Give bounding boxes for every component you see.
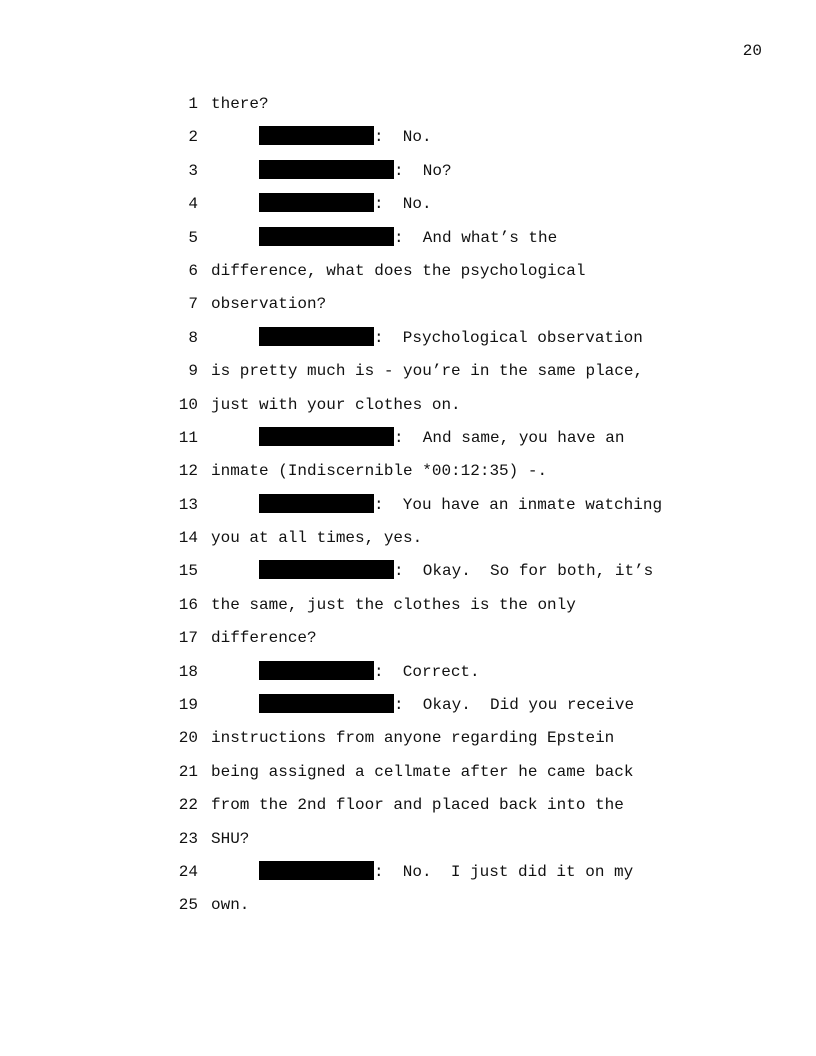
line-text-content: own. bbox=[211, 896, 250, 915]
line-number: 7 bbox=[188, 295, 198, 314]
transcript-line bbox=[0, 694, 816, 727]
line-text-content: : You have an inmate watching bbox=[374, 495, 663, 514]
transcript-line bbox=[0, 627, 816, 660]
line-text-content: : And same, you have an bbox=[394, 428, 625, 447]
redacted-speaker-name bbox=[259, 494, 374, 513]
speaker-turn bbox=[259, 227, 557, 249]
transcript-line bbox=[0, 828, 816, 861]
transcript-body bbox=[0, 93, 816, 928]
line-number: 9 bbox=[188, 362, 198, 381]
transcript-line bbox=[0, 894, 816, 927]
speaker-turn bbox=[259, 661, 480, 683]
redacted-speaker-name bbox=[259, 327, 374, 346]
speaker-turn bbox=[259, 126, 432, 148]
line-number: 17 bbox=[178, 629, 198, 648]
transcript-line bbox=[0, 761, 816, 794]
transcript-line bbox=[0, 661, 816, 694]
speaker-turn bbox=[259, 193, 432, 215]
line-text bbox=[211, 594, 576, 616]
line-number: 3 bbox=[188, 161, 198, 180]
line-text-content: the same, just the clothes is the only bbox=[211, 595, 576, 614]
line-number: 18 bbox=[178, 662, 198, 681]
transcript-line bbox=[0, 394, 816, 427]
line-number: 1 bbox=[188, 95, 198, 113]
speaker-turn bbox=[259, 861, 633, 883]
line-number: 13 bbox=[178, 495, 198, 514]
transcript-line bbox=[0, 193, 816, 226]
line-text-content: : Correct. bbox=[374, 662, 480, 681]
transcript-line bbox=[0, 293, 816, 326]
transcript-line bbox=[0, 460, 816, 493]
line-text bbox=[211, 828, 249, 850]
transcript-line bbox=[0, 160, 816, 193]
transcript-line bbox=[0, 93, 816, 126]
line-text-content: just with your clothes on. bbox=[211, 395, 461, 414]
line-text-content: there? bbox=[211, 95, 269, 113]
line-text bbox=[211, 93, 269, 115]
line-number: 8 bbox=[188, 328, 198, 347]
line-text-content: from the 2nd floor and placed back into the bbox=[211, 796, 624, 815]
transcript-line bbox=[0, 594, 816, 627]
line-text-content: : No. bbox=[374, 128, 432, 147]
line-text-content: difference? bbox=[211, 629, 317, 648]
redacted-speaker-name bbox=[259, 560, 394, 579]
line-number: 25 bbox=[178, 896, 198, 915]
line-text-content: : Okay. So for both, it’s bbox=[394, 562, 654, 581]
line-number: 22 bbox=[178, 796, 198, 815]
line-text-content: : Okay. Did you receive bbox=[394, 696, 635, 715]
line-text bbox=[211, 761, 633, 783]
line-text bbox=[211, 894, 249, 916]
line-text bbox=[211, 293, 326, 315]
line-text-content: being assigned a cellmate after he came back bbox=[211, 762, 634, 781]
transcript-line bbox=[0, 126, 816, 159]
transcript-line bbox=[0, 360, 816, 393]
redacted-speaker-name bbox=[259, 427, 394, 446]
line-number: 2 bbox=[188, 128, 198, 147]
transcript-line bbox=[0, 327, 816, 360]
line-number: 20 bbox=[178, 729, 198, 748]
line-text-content: : No. I just did it on my bbox=[374, 862, 634, 881]
line-number: 16 bbox=[178, 595, 198, 614]
line-text-content: instructions from anyone regarding Epstein bbox=[211, 729, 615, 748]
page-number: 20 bbox=[742, 42, 762, 60]
redacted-speaker-name bbox=[259, 126, 374, 145]
transcript-line bbox=[0, 794, 816, 827]
speaker-turn bbox=[259, 160, 452, 182]
redacted-speaker-name bbox=[259, 861, 374, 880]
line-number: 5 bbox=[188, 228, 198, 247]
transcript-line bbox=[0, 260, 816, 293]
redacted-speaker-name bbox=[259, 227, 394, 246]
line-number: 14 bbox=[178, 529, 198, 548]
transcript-line bbox=[0, 861, 816, 894]
line-number: 4 bbox=[188, 195, 198, 214]
line-number: 10 bbox=[178, 395, 198, 414]
line-number: 11 bbox=[178, 428, 198, 447]
line-number: 24 bbox=[178, 862, 198, 881]
transcript-line bbox=[0, 727, 816, 760]
line-number: 23 bbox=[178, 829, 198, 848]
line-text-content: : No. bbox=[374, 195, 432, 214]
line-text-content: difference, what does the psychological bbox=[211, 261, 586, 280]
line-number: 19 bbox=[178, 696, 198, 715]
line-text bbox=[211, 460, 547, 482]
line-text bbox=[211, 394, 461, 416]
speaker-turn bbox=[259, 560, 653, 582]
speaker-turn bbox=[259, 494, 662, 516]
line-text-content: you at all times, yes. bbox=[211, 529, 423, 548]
line-text-content: inmate (Indiscernible *00:12:35) -. bbox=[211, 462, 548, 481]
transcript-line bbox=[0, 560, 816, 593]
speaker-turn bbox=[259, 427, 624, 449]
line-text-content: is pretty much is - you’re in the same place, bbox=[211, 362, 644, 381]
line-number: 12 bbox=[178, 462, 198, 481]
speaker-turn bbox=[259, 694, 634, 716]
transcript-line bbox=[0, 527, 816, 560]
line-text bbox=[211, 627, 317, 649]
line-text-content: : Psychological observation bbox=[374, 328, 643, 347]
redacted-speaker-name bbox=[259, 160, 394, 179]
transcript-line bbox=[0, 494, 816, 527]
line-number: 21 bbox=[178, 762, 198, 781]
line-text bbox=[211, 260, 585, 282]
line-text-content: SHU? bbox=[211, 829, 250, 848]
line-number: 6 bbox=[188, 261, 198, 280]
line-text-content: : No? bbox=[394, 161, 452, 180]
transcript-line bbox=[0, 427, 816, 460]
transcript-line bbox=[0, 227, 816, 260]
redacted-speaker-name bbox=[259, 661, 374, 680]
line-text bbox=[211, 727, 614, 749]
redacted-speaker-name bbox=[259, 193, 374, 212]
line-text-content: observation? bbox=[211, 295, 327, 314]
line-number: 15 bbox=[178, 562, 198, 581]
line-text bbox=[211, 360, 643, 382]
line-text bbox=[211, 527, 422, 549]
redacted-speaker-name bbox=[259, 694, 394, 713]
line-text bbox=[211, 794, 624, 816]
line-text-content: : And what’s the bbox=[394, 228, 558, 247]
speaker-turn bbox=[259, 327, 643, 349]
